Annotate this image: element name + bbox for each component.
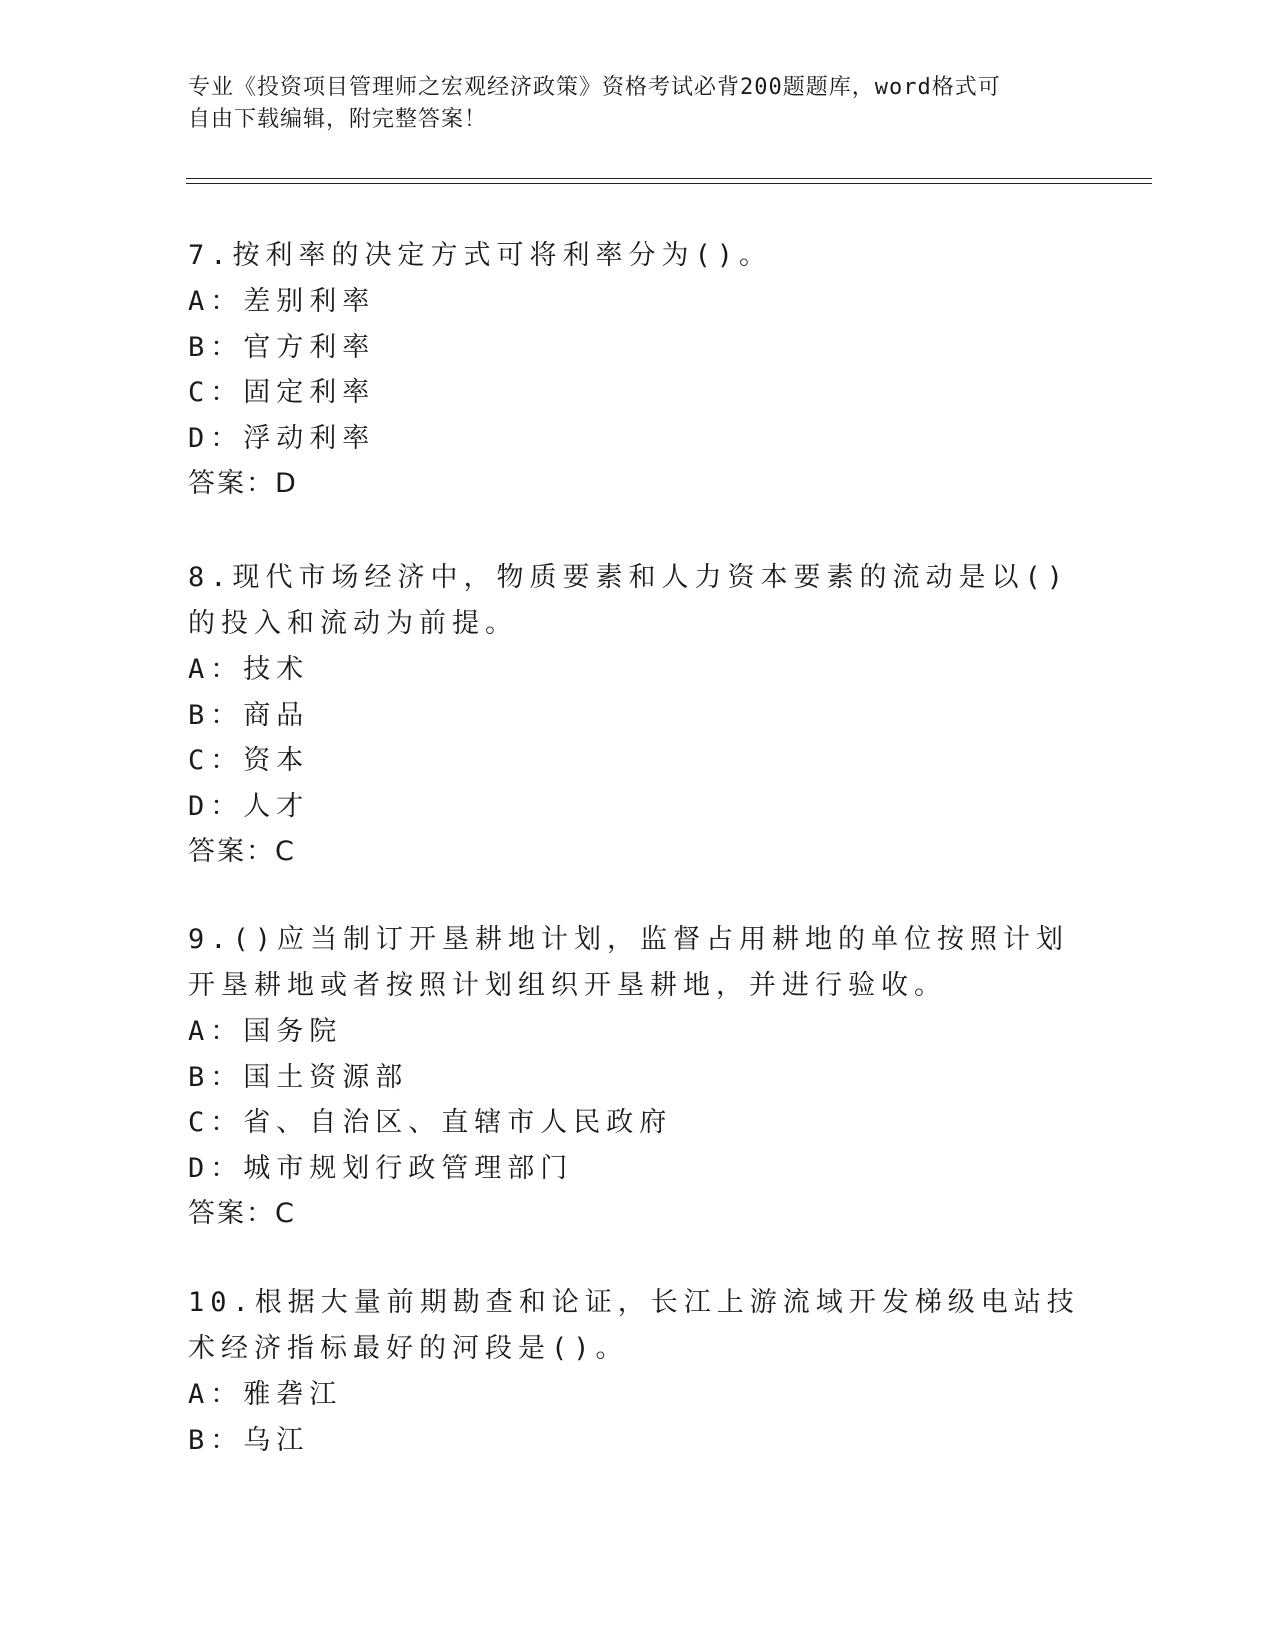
question-stem: 7.按利率的决定方式可将利率分为()。	[188, 240, 773, 271]
option-key: A：	[188, 1016, 244, 1047]
option-d	[188, 784, 1088, 830]
option-key: C：	[188, 745, 244, 776]
option-text: 资本	[243, 745, 310, 776]
option-text: 雅砻江	[243, 1379, 343, 1410]
header-divider-bottom	[186, 183, 1152, 184]
header-line-1: 专业《投资项目管理师之宏观经济政策》资格考试必背200题题库，word格式可	[188, 75, 1001, 100]
header-line-2: 自由下载编辑，附完整答案！	[188, 107, 488, 132]
option-key: C：	[188, 377, 244, 408]
option-text: 城市规划行政管理部门	[243, 1152, 574, 1184]
option-a	[188, 1009, 1088, 1055]
option-c	[188, 370, 1088, 416]
answer: 答案：C	[188, 1198, 296, 1229]
option-b	[188, 325, 1088, 371]
option-text: 省、自治区、直辖市人民政府	[243, 1107, 673, 1138]
option-key: A：	[188, 654, 244, 685]
option-key: A：	[188, 1379, 244, 1410]
option-a	[188, 279, 1088, 325]
question-stem: 8.现代市场经济中，物质要素和人力资本要素的流动是以()的投入和流动为前提。	[188, 562, 1070, 639]
option-text: 商品	[243, 699, 310, 731]
question-stem: 9.()应当制订开垦耕地计划，监督占用耕地的单位按照计划开垦耕地或者按照计划组织开垦耕地，并进行验收。	[188, 924, 1070, 1001]
option-text: 差别利率	[243, 286, 376, 317]
option-c	[188, 1100, 1088, 1146]
option-text: 人才	[243, 790, 310, 822]
option-b	[188, 693, 1088, 739]
option-key: C：	[188, 1107, 244, 1138]
option-key: B：	[188, 1424, 244, 1456]
option-b	[188, 1055, 1088, 1101]
option-d	[188, 416, 1088, 462]
option-d	[188, 1146, 1088, 1192]
option-key: D：	[188, 790, 244, 822]
question-8	[188, 555, 1088, 875]
answer: 答案：D	[188, 468, 298, 499]
option-c	[188, 738, 1088, 784]
option-key: D：	[188, 422, 244, 454]
option-key: B：	[188, 699, 244, 731]
option-a	[188, 1372, 1088, 1418]
option-text: 浮动利率	[243, 422, 376, 454]
option-a	[188, 647, 1088, 693]
option-key: B：	[188, 1061, 244, 1093]
question-stem: 10.根据大量前期勘查和论证，长江上游流域开发梯级电站技术经济指标最好的河段是()。	[188, 1287, 1080, 1364]
question-9	[188, 917, 1088, 1237]
option-text: 乌江	[243, 1424, 310, 1456]
option-key: D：	[188, 1152, 244, 1184]
document-header	[188, 72, 1068, 136]
option-text: 官方利率	[243, 331, 376, 363]
option-key: A：	[188, 286, 244, 317]
option-text: 固定利率	[243, 377, 376, 408]
header-divider-top	[186, 178, 1152, 179]
question-7	[188, 233, 1088, 507]
option-key: B：	[188, 331, 244, 363]
option-text: 国土资源部	[243, 1061, 409, 1093]
question-10	[188, 1280, 1088, 1463]
option-b	[188, 1418, 1088, 1464]
answer: 答案：C	[188, 836, 296, 867]
option-text: 国务院	[243, 1016, 343, 1047]
option-text: 技术	[243, 654, 310, 685]
